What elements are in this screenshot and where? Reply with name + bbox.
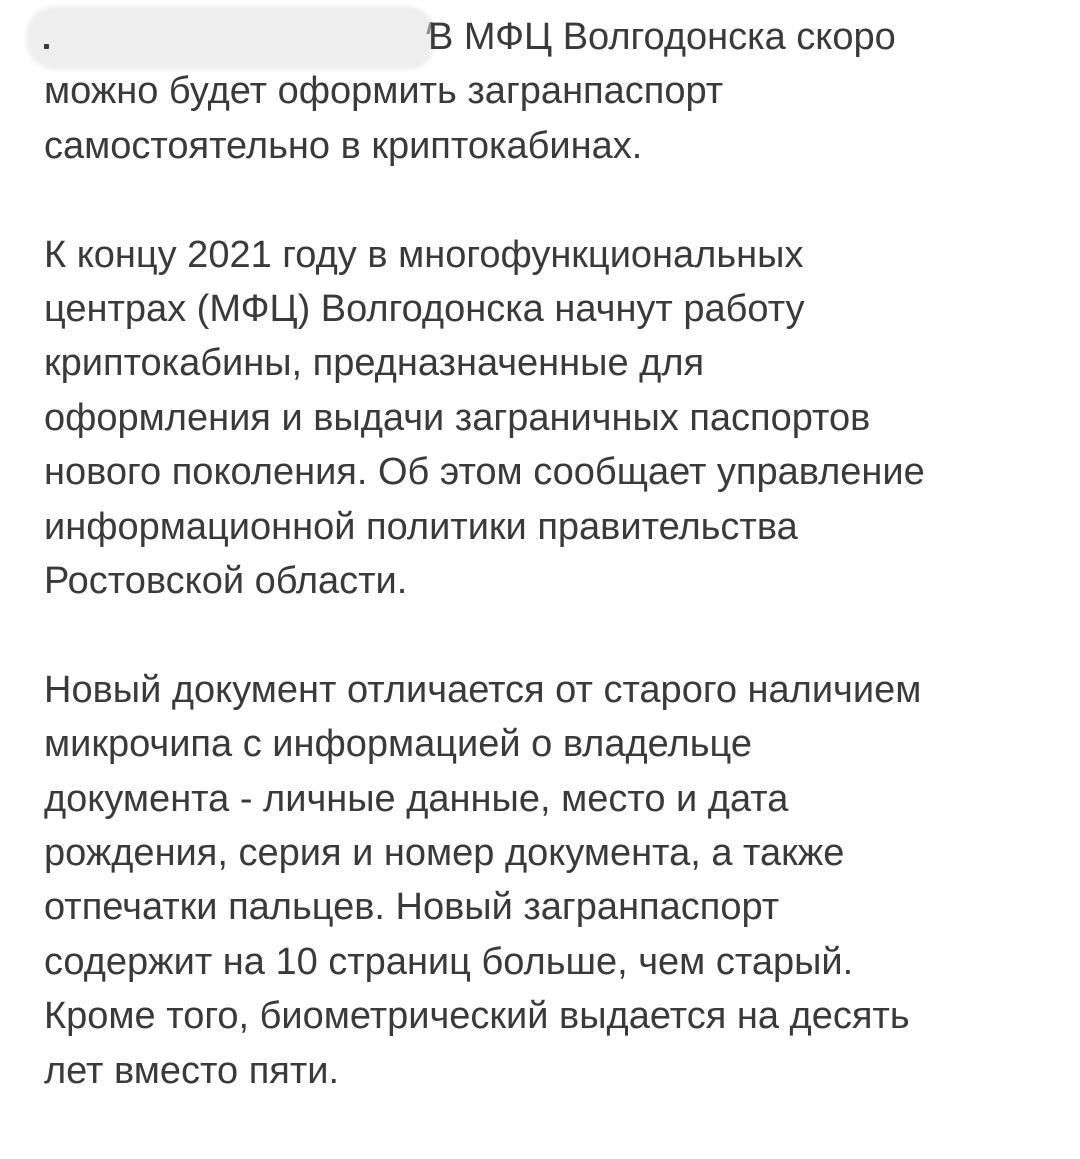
text-line: оформления и выдачи заграничных паспортов: [44, 396, 871, 439]
text-line: нового поколения. Об этом сообщает управление: [44, 451, 925, 494]
text-line: самостоятельно в криптокабинах.: [44, 124, 643, 167]
text-line: лет вместо пяти.: [44, 1049, 340, 1092]
post-body: [44, 10, 1054, 1098]
paragraph-1: [44, 10, 1054, 173]
text-line: К концу 2021 году в многофункциональных: [44, 233, 804, 276]
text-line: рождения, серия и номер документа, а также: [44, 832, 845, 875]
text-line: центрах (МФЦ) Волгодонска начнут работу: [44, 288, 805, 331]
text-line: микрочипа с информацией о владельце: [44, 723, 752, 766]
paragraph-3: [44, 663, 1054, 1098]
text-line: можно будет оформить загранпаспорт: [44, 70, 724, 113]
paragraph-gap: [44, 173, 1054, 227]
paragraph-gap: [44, 608, 1054, 662]
text-line: содержит на 10 страниц больше, чем старый.: [44, 940, 854, 983]
text-line: Новый документ отличается от старого наличием: [44, 668, 922, 711]
paragraph-2: [44, 228, 1054, 609]
text-line: документа - личные данные, место и дата: [44, 777, 789, 820]
text-line: Ростовской области.: [44, 560, 408, 603]
text-line: Кроме того, биометрический выдается на десять: [44, 995, 910, 1038]
text-line: В МФЦ Волгодонска скоро: [428, 16, 896, 58]
text-line: информационной политики правительства: [44, 505, 798, 548]
text-line: отпечатки пальцев. Новый загранпаспорт: [44, 886, 780, 929]
text-line: криптокабины, предназначенные для: [44, 342, 705, 385]
